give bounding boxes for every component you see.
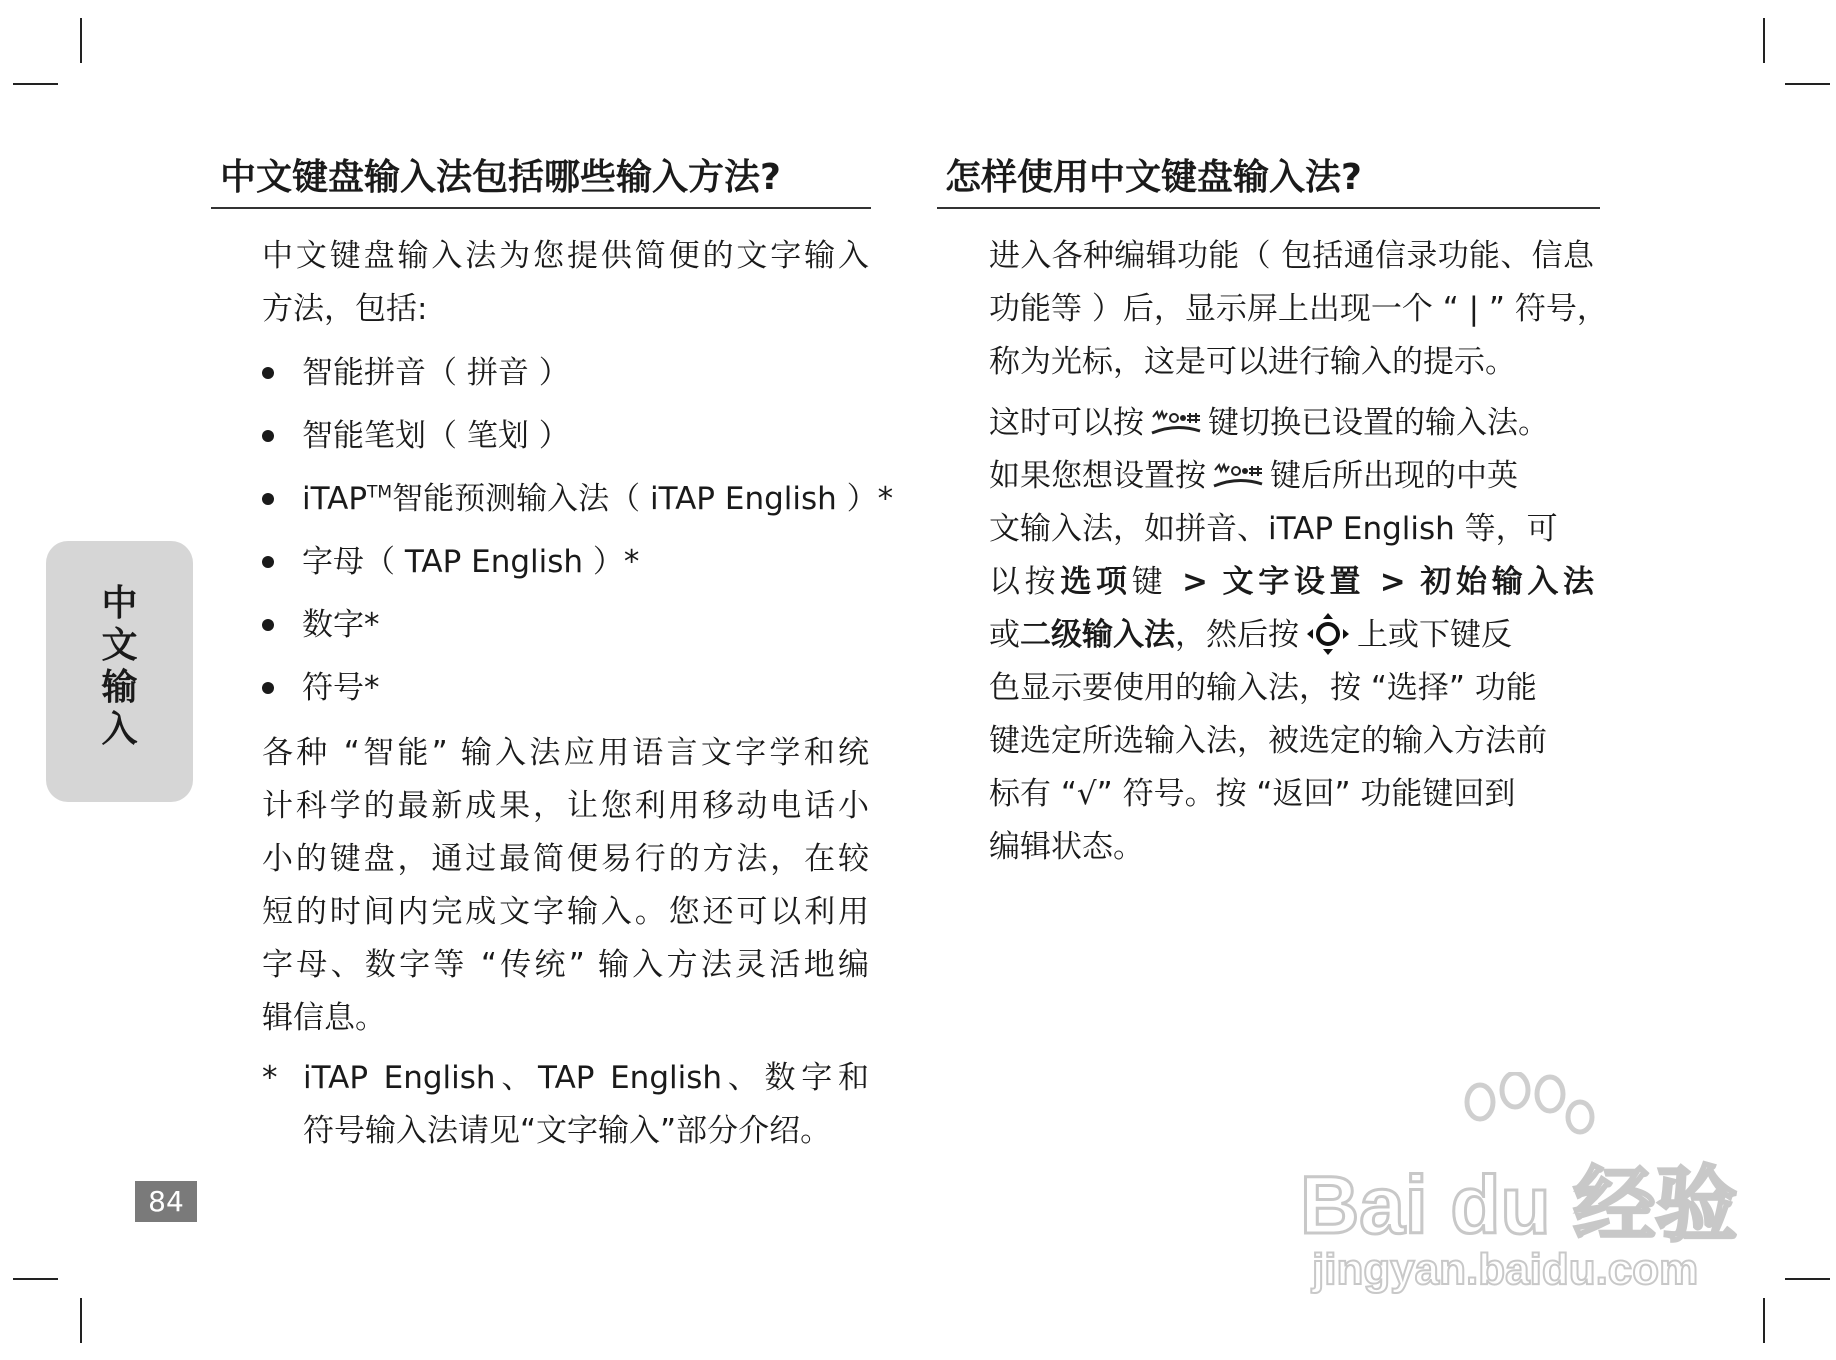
- para-line: [989, 556, 1594, 609]
- crop-mark: [80, 18, 82, 63]
- bullet-icon: [262, 430, 274, 442]
- crop-mark: [1785, 83, 1830, 85]
- crop-mark: [1763, 1298, 1765, 1343]
- para-line: 色显示要使用的输入法，按 “选择” 功能: [989, 670, 1537, 706]
- menu-option: 二级输入法: [1020, 617, 1175, 653]
- list-item-text: 符号*: [302, 670, 380, 706]
- list-item-text: 字母（ TAP English ）*: [302, 544, 640, 580]
- menu-option: 初始输入法: [1420, 564, 1595, 600]
- mode-key-icon: [1212, 462, 1264, 492]
- menu-option: 选项: [1060, 564, 1132, 600]
- para-text: 上或下键反: [1357, 617, 1512, 653]
- list-item: [262, 531, 893, 594]
- trademark: TM: [367, 482, 393, 503]
- right-heading-rule: [937, 207, 1600, 209]
- para-text: ，然后按: [1175, 617, 1299, 653]
- list-item: [262, 405, 893, 468]
- bullet-icon: [262, 619, 274, 631]
- bullet-icon: [262, 367, 274, 379]
- list-item-text: 智能笔划（ 笔划 ）: [302, 418, 570, 454]
- body-line: 辑信息。: [262, 1000, 386, 1036]
- body-line: 字母、数字等 “传统” 输入方法灵活地编: [262, 947, 869, 983]
- para-line: 进入各种编辑功能（ 包括通信录功能、信息: [989, 238, 1594, 274]
- crop-mark: [1763, 18, 1765, 63]
- footnote-marker: *: [262, 1060, 278, 1096]
- para-line: [989, 397, 1594, 450]
- bullet-icon: [262, 493, 274, 505]
- body-line: 短的时间内完成文字输入。您还可以利用: [262, 894, 869, 930]
- body-line: 各种 “智能” 输入法应用语言文字学和统: [262, 735, 869, 771]
- para-text: 或: [989, 617, 1020, 653]
- list-item-text: 智能预测输入法（ iTAP English ）*: [392, 481, 894, 517]
- list-item-text: 数字*: [302, 607, 380, 643]
- para-line: 称为光标，这是可以进行输入的提示。: [989, 344, 1516, 380]
- left-heading: 中文键盘输入法包括哪些输入方法?: [220, 157, 781, 198]
- para-line: 功能等 ）后，显示屏上出现一个 “ | ” 符号，: [989, 291, 1608, 327]
- right-heading: 怎样使用中文键盘输入法?: [945, 157, 1362, 198]
- para-line: 文输入法，如拼音、iTAP English 等，可: [989, 511, 1558, 547]
- list-item: [262, 342, 893, 405]
- body-line: 小的键盘，通过最简便易行的方法，在较: [262, 841, 869, 877]
- para-line: [989, 609, 1594, 662]
- para-text: 如果您想设置按: [989, 458, 1206, 494]
- tab-char: 入: [101, 709, 138, 750]
- crop-mark: [80, 1298, 82, 1343]
- crop-mark: [13, 1278, 58, 1280]
- footnote: [262, 1052, 869, 1158]
- intro-line: 方法，包括:: [262, 291, 428, 327]
- right-para-2: [989, 397, 1594, 874]
- intro-line: 中文键盘输入法为您提供简便的文字输入: [262, 238, 869, 274]
- left-intro: [262, 230, 869, 336]
- left-body: [262, 727, 869, 1045]
- right-para-1: [989, 230, 1608, 389]
- crop-mark: [13, 83, 58, 85]
- para-line: 编辑状态。: [989, 829, 1144, 865]
- watermark-brand: Bai du 经验: [1300, 1160, 1738, 1251]
- mode-key-icon: [1150, 409, 1202, 439]
- para-line: [989, 450, 1594, 503]
- left-heading-rule: [211, 207, 871, 209]
- list-item-text: iTAP: [302, 481, 368, 517]
- para-line: 键选定所选输入法，被选定的输入方法前: [989, 723, 1547, 759]
- page-number: 84: [135, 1181, 197, 1222]
- body-line: 计科学的最新成果，让您利用移动电话小: [262, 788, 869, 824]
- menu-separator: >: [1181, 564, 1208, 600]
- list-item: [262, 468, 893, 531]
- para-text: 这时可以按: [989, 405, 1144, 441]
- para-text: 以按: [989, 564, 1061, 600]
- para-text: 键后所出现的中英: [1270, 458, 1518, 494]
- para-text: 键切换已设置的输入法。: [1208, 405, 1549, 441]
- list-item: [262, 594, 893, 657]
- menu-option: 文字设置: [1222, 564, 1366, 600]
- list-item: [262, 657, 893, 720]
- tab-char: 输: [101, 667, 138, 708]
- watermark-url: jingyan.baidu.com: [1312, 1245, 1699, 1294]
- section-tab-label: [46, 583, 193, 751]
- crop-mark: [1785, 1278, 1830, 1280]
- para-line: 标有 “√” 符号。按 “返回” 功能键回到: [989, 776, 1516, 812]
- tab-char: 文: [101, 625, 138, 666]
- footnote-line: iTAP English、TAP English、数字和: [303, 1060, 869, 1096]
- list-item-text: 智能拼音（ 拼音 ）: [302, 355, 570, 391]
- nav-key-icon: [1305, 611, 1351, 657]
- bullet-icon: [262, 682, 274, 694]
- menu-separator: >: [1379, 564, 1406, 600]
- para-text: 键: [1131, 564, 1168, 600]
- footnote-line: 符号输入法请见“文字输入”部分介绍。: [303, 1113, 832, 1149]
- bullet-icon: [262, 556, 274, 568]
- input-method-list: [262, 342, 893, 720]
- tab-char: 中: [101, 583, 138, 624]
